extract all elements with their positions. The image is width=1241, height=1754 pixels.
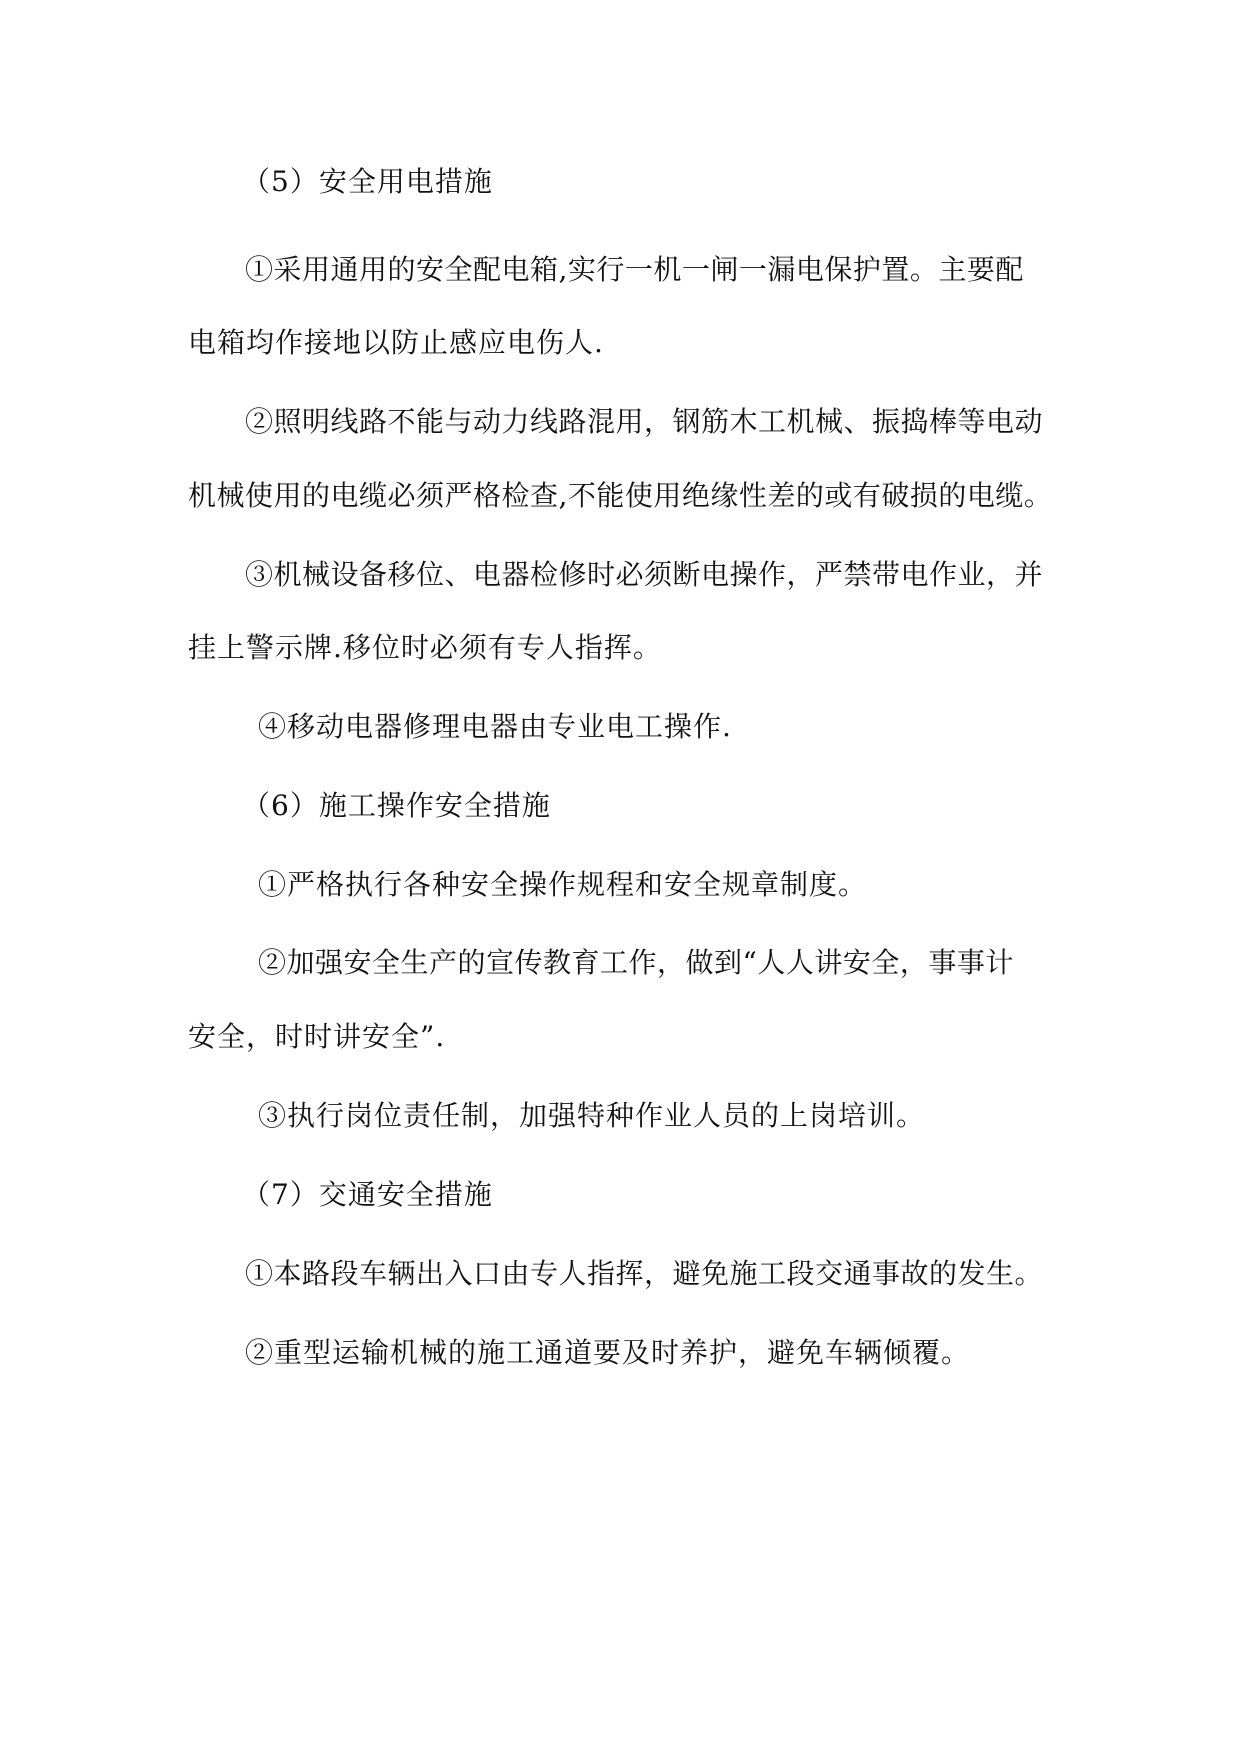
heading-traffic-safety: （7）交通安全措施 xyxy=(242,1178,493,1211)
paragraph-line: ①采用通用的安全配电箱,实行一机一闸一漏电保护置。主要配 xyxy=(245,253,1024,286)
paragraph-line: ②重型运输机械的施工通道要及时养护，避免车辆倾覆。 xyxy=(245,1336,971,1369)
paragraph-line: ③机械设备移位、电器检修时必须断电操作，严禁带电作业，并 xyxy=(245,558,1044,591)
paragraph-line: ②照明线路不能与动力线路混用，钢筋木工机械、振捣棒等电动 xyxy=(245,405,1044,438)
paragraph-line: ③执行岗位责任制，加强特种作业人员的上岗培训。 xyxy=(258,1099,926,1132)
heading-electricity-safety: （5）安全用电措施 xyxy=(242,165,493,198)
paragraph-line: 机械使用的电缆必须严格检查,不能使用绝缘性差的或有破损的电缆。 xyxy=(188,479,1053,512)
paragraph-line: ①本路段车辆出入口由专人指挥，避免施工段交通事故的发生。 xyxy=(245,1257,1044,1290)
paragraph-line: 安全，时时讲安全”. xyxy=(188,1020,446,1053)
paragraph-line: 挂上警示牌.移位时必须有专人指挥。 xyxy=(188,631,662,664)
paragraph-line: 电箱均作接地以防止感应电伤人. xyxy=(188,326,604,359)
paragraph-line: ①严格执行各种安全操作规程和安全规章制度。 xyxy=(258,868,868,901)
paragraph-line: ④移动电器修理电器由专业电工操作. xyxy=(258,710,732,743)
paragraph-line: ②加强安全生产的宣传教育工作，做到“人人讲安全，事事计 xyxy=(258,946,1014,979)
heading-construction-safety: （6）施工操作安全措施 xyxy=(242,789,551,822)
